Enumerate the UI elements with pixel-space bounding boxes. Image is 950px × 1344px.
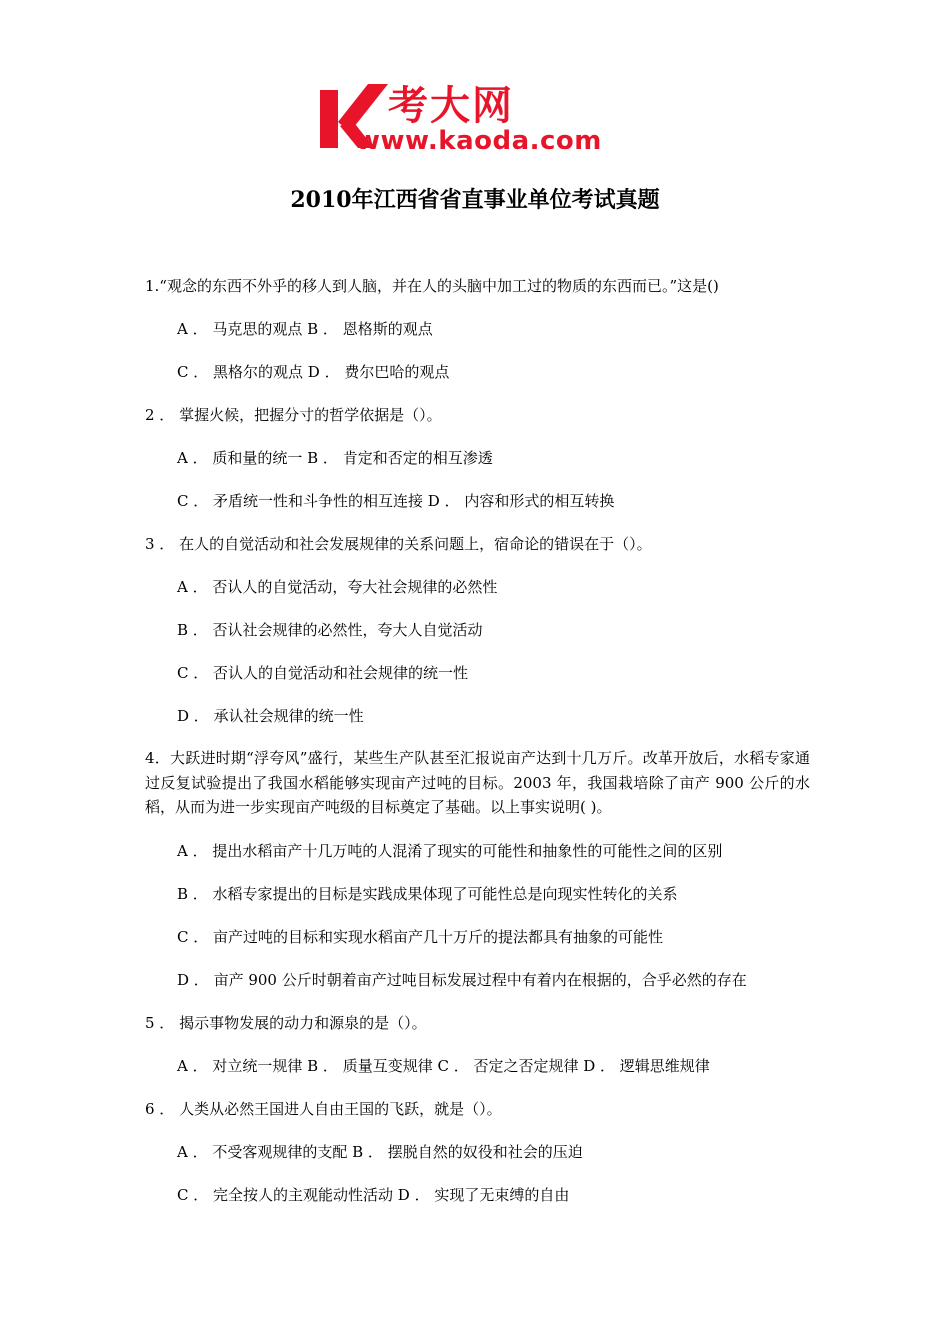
question-5-stem: 5 ． 揭示事物发展的动力和源泉的是（）。: [145, 1014, 427, 1032]
question-5-options: A ． 对立统一规律 B ． 质量互变规律 C ． 否定之否定规律 D ． 逻辑思维规律: [177, 1057, 710, 1075]
question-3-stem: 3 ． 在人的自觉活动和社会发展规律的关系问题上，宿命论的错误在于（）。: [145, 535, 652, 553]
question-2-stem: 2 ． 掌握火候，把握分寸的哲学依据是（）。: [145, 406, 442, 424]
question-1-options-ab: A ． 马克思的观点 B ． 恩格斯的观点: [177, 320, 433, 338]
question-2-options-ab: A ． 质和量的统一 B ． 肯定和否定的相互渗透: [177, 449, 493, 467]
question-1-stem: 1.“观念的东西不外乎的移人到人脑，并在人的头脑中加工过的物质的东西而已。”这是(): [145, 277, 719, 295]
question-3-option-b: B ． 否认社会规律的必然性，夸大人自觉活动: [177, 621, 483, 639]
question-4-option-d: D ． 亩产 900 公斤时朝着亩产过吨目标发展过程中有着内在根据的，合乎必然的存在: [177, 971, 747, 989]
question-4-option-b: B ． 水稻专家提出的目标是实践成果体现了可能性总是向现实性转化的关系: [177, 885, 678, 903]
question-3-option-d: D ． 承认社会规律的统一性: [177, 707, 364, 725]
question-6-options-ab: A ． 不受客观规律的支配 B ． 摆脱自然的奴役和社会的压迫: [177, 1143, 583, 1161]
question-4-stem: 4．大跃进时期“浮夸风”盛行，某些生产队甚至汇报说亩产达到十几万斤。改革开放后，水稻专家通过反复试验提出了我国水稻能够实现亩产过吨的目标。2003 年，我国栽培除了亩产 900 公斤的水稻，从而为进一步实现亩产吨级的目标奠定了基础。以上事实说明( )。: [145, 749, 810, 816]
question-6-options-cd: C ． 完全按人的主观能动性活动 D ． 实现了无束缚的自由: [177, 1186, 570, 1204]
logo-brand-text: 考大网: [388, 83, 514, 129]
document-title: 2010年江西省省直事业单位考试真题: [290, 187, 660, 213]
logo-url-text: www.kaoda.com: [356, 126, 602, 156]
question-2-options-cd: C ． 矛盾统一性和斗争性的相互连接 D ． 内容和形式的相互转换: [177, 492, 615, 510]
question-6-stem: 6 ． 人类从必然王国进人自由王国的飞跃，就是（）。: [145, 1100, 502, 1118]
question-4-option-c: C ． 亩产过吨的目标和实现水稻亩产几十万斤的提法都具有抽象的可能性: [177, 928, 664, 946]
question-3-option-c: C ． 否认人的自觉活动和社会规律的统一性: [177, 664, 469, 682]
question-1-options-cd: C ． 黑格尔的观点 D ． 费尔巴哈的观点: [177, 363, 450, 381]
question-4-option-a: A ． 提出水稻亩产十几万吨的人混淆了现实的可能性和抽象性的可能性之间的区别: [177, 842, 723, 860]
kaoda-logo[interactable]: [318, 82, 638, 162]
question-3-option-a: A ． 否认人的自觉活动，夸大社会规律的必然性: [177, 578, 498, 596]
